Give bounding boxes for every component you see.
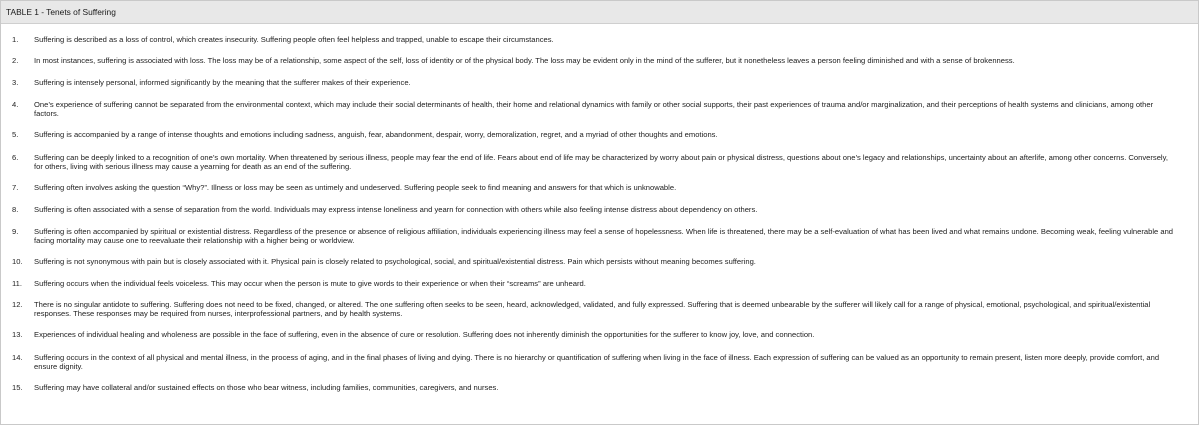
table-row [1,279,1198,300]
table-body [1,24,1198,399]
row-number: 7. [12,183,19,192]
row-number: 15. [12,383,23,392]
table-row [1,330,1198,353]
row-number: 9. [12,227,19,236]
row-text: Suffering is intensely personal, informed significantly by the meaning that the sufferer makes of their experience. [34,78,411,87]
row-number: 10. [12,257,23,266]
row-number: 2. [12,56,19,65]
table-row [1,205,1198,227]
row-text: Suffering may have collateral and/or sustained effects on those who bear witness, including families, communities, caregivers, and nurses. [34,383,499,392]
table-caption: TABLE 1 - Tenets of Suffering [1,1,1198,24]
row-text: Suffering can be deeply linked to a recognition of one’s own mortality. When threatened by serious illness, people may fear the end of life. Fears about end of life may be characterized by worry about pain or physical distress, questions about one’s legacy and relationships, uncertainty about an afterlife, among other concerns. Conversely, for others, living with serious illness may cause a yearning for death as an end of the suffering. [34,153,1168,172]
row-text: There is no singular antidote to suffering. Suffering does not need to be fixed, changed, or altered. The one suffering often seeks to be seen, heard, acknowledged, validated, and fully expressed. Suffering that is deemed unbearable by the sufferer will likely call for a range of physical, emotional, psychological, and spiritual/existential responses. These responses may be required from nurses, interprofessional partners, and by health systems. [34,300,1151,319]
row-text: Suffering is described as a loss of control, which creates insecurity. Suffering people often feel helpless and trapped, unable to escape their circumstances. [34,35,554,44]
table-row [1,153,1198,183]
table-row [1,35,1198,56]
table-row [1,183,1198,205]
table-row [1,56,1198,78]
table-row [1,100,1198,130]
row-number: 13. [12,330,23,339]
table-row [1,227,1198,257]
row-text: Suffering occurs in the context of all physical and mental illness, in the process of aging, and in the final phases of living and dying. There is no hierarchy or quantification of suffering when living in the face of illness. Each expression of suffering can be valued as an opportunity to remain present, listen more deeply, provide comfort, and ensure dignity. [34,353,1160,372]
row-number: 5. [12,130,19,139]
row-text: Suffering is not synonymous with pain but is closely associated with it. Physical pain is closely related to psychological, social, and spiritual/existential distress. Pain which persists without meaning becomes suffering. [34,257,756,266]
row-text: Suffering occurs when the individual feels voiceless. This may occur when the person is mute to give words to their experience or when their “screams” are unheard. [34,279,586,288]
row-number: 3. [12,78,19,87]
row-number: 8. [12,205,19,214]
row-number: 4. [12,100,19,109]
row-number: 1. [12,35,19,44]
table-row [1,257,1198,279]
table-row [1,353,1198,383]
row-text: One’s experience of suffering cannot be separated from the environmental context, which may include their social determinants of health, their home and relational dynamics with family or other social supports, their past experiences of trauma and/or marginalization, and their perceptions of health systems and clinicians, among other factors. [34,100,1154,119]
row-text: Suffering often involves asking the question “Why?”. Illness or loss may be seen as untimely and undeserved. Suffering people seek to find meaning and answers for that which is unknowable. [34,183,677,192]
row-text: Suffering is often accompanied by spiritual or existential distress. Regardless of the presence or absence of religious affiliation, individuals experiencing illness may feel a sense of hopelessness. When life is threatened, there may be a self-evaluation of what has been lived and what remains undone. Becoming weak, feeling vulnerable and facing mortality may cause one to reevaluate their relationship with a higher being or worldview. [34,227,1174,246]
row-text: Suffering is accompanied by a range of intense thoughts and emotions including sadness, anguish, fear, abandonment, despair, worry, demoralization, regret, and a myriad of other thoughts and emotions. [34,130,718,139]
row-number: 12. [12,300,23,309]
table-row [1,78,1198,100]
row-text: Experiences of individual healing and wholeness are possible in the face of suffering, even in the absence of cure or resolution. Suffering does not inherently diminish the opportunities for the sufferer to know joy, love, and connection. [34,330,815,339]
table-row [1,300,1198,330]
row-number: 11. [12,279,22,288]
row-number: 6. [12,153,19,162]
table-row [1,383,1198,399]
row-text: In most instances, suffering is associated with loss. The loss may be of a relationship, some aspect of the self, loss of identity or of the physical body. The loss may be evident only in the mind of the sufferer, but it nonetheless leaves a person feeling diminished and with a sense of brokenness. [34,56,1015,65]
table-row [1,130,1198,153]
row-number: 14. [12,353,23,362]
row-text: Suffering is often associated with a sense of separation from the world. Individuals may express intense loneliness and yearn for connection with others while also feeling intense distress about dependency on others. [34,205,758,214]
